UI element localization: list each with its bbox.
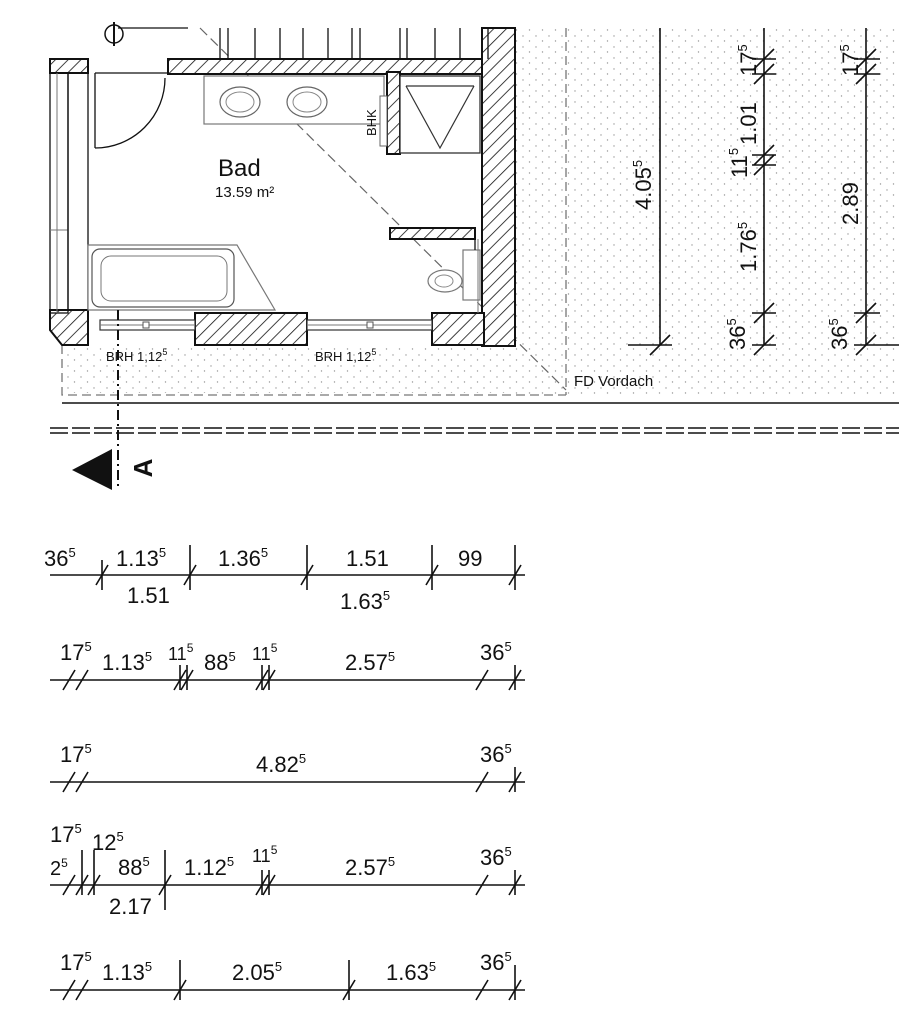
dim-row4-top-b: $12^5$ [92,829,124,855]
dim-row5-d: 1.63$^5$ [386,959,437,985]
lamp-symbol-icon [105,22,123,46]
dim-row2-e: $11^5$ [252,641,278,664]
left-wall-window [50,73,88,313]
shower-tray [400,76,480,153]
dim-col-a-1: $17^5$ [735,44,761,76]
brh-label-right: BRH 1,12$^5$ [315,347,377,364]
stair-railing [118,28,488,59]
exterior-line [50,403,899,433]
dim-row2-f: 2.57$^5$ [345,649,396,675]
dim-row4-d: $11^5$ [252,843,278,866]
dim-row5-e: $36^5$ [480,949,512,975]
door-swing [95,73,168,148]
dim-col-a-4: 1.76$^5$ [735,221,761,272]
dim-row4-g: 2.17 [109,894,152,919]
dim-row1-c: 1.36$^5$ [218,545,269,571]
brh-label-left: BRH 1,12$^5$ [106,347,168,364]
dim-row1-e: 99 [458,546,483,571]
double-vanity [204,76,384,124]
dim-col-b-1: $17^5$ [837,44,863,76]
dim-row2-a: $17^5$ [60,639,92,665]
dim-col-a-3: $11^5$ [726,147,752,178]
dim-row4-a: $2^5$ [50,856,68,880]
dim-row1-g: 1.63$^5$ [340,588,391,614]
bathtub [88,245,275,310]
heater-bhk [380,96,387,146]
dim-row4-b: $88^5$ [118,854,150,880]
dim-row4-e: 2.57$^5$ [345,854,396,880]
dim-col-a-5: $36^5$ [724,318,750,350]
section-label: A [128,458,158,478]
dim-room-height: 4.05$^5$ [630,159,656,210]
dim-row2-c: $11^5$ [168,641,194,664]
window-left [100,320,195,330]
dim-row3-b: 4.82$^5$ [256,751,307,777]
window-right [307,320,432,330]
dim-row3-a: $17^5$ [60,741,92,767]
dim-row2-b: 1.13$^5$ [102,649,153,675]
toilet [428,250,480,300]
dim-row2-d: $88^5$ [204,649,236,675]
dim-row5-c: 2.05$^5$ [232,959,283,985]
room-name: Bad [218,155,261,182]
dim-row4-c: 1.12$^5$ [184,854,235,880]
dim-col-b-3: $36^5$ [826,318,852,350]
dim-col-b-2: 2.89 [838,182,863,225]
dim-row3-c: $36^5$ [480,741,512,767]
dim-row1-b: 1.13$^5$ [116,545,167,571]
dim-row4-top-a: $17^5$ [50,821,82,847]
dim-row2-g: $36^5$ [480,639,512,665]
dim-col-a-2: 1.01 [736,102,761,145]
room-area: 13.59 m² [215,184,275,201]
roof-label: FD Vordach [574,373,654,390]
dim-row1-f: 1.51 [127,583,170,608]
dim-row1-d: 1.51 [346,546,389,571]
dim-row5-b: 1.13$^5$ [102,959,153,985]
dim-row1-a: $36^5$ [44,545,76,571]
dim-row4-f: $36^5$ [480,844,512,870]
bhk-label: BHK [364,109,379,136]
dim-row5-a: $17^5$ [60,949,92,975]
